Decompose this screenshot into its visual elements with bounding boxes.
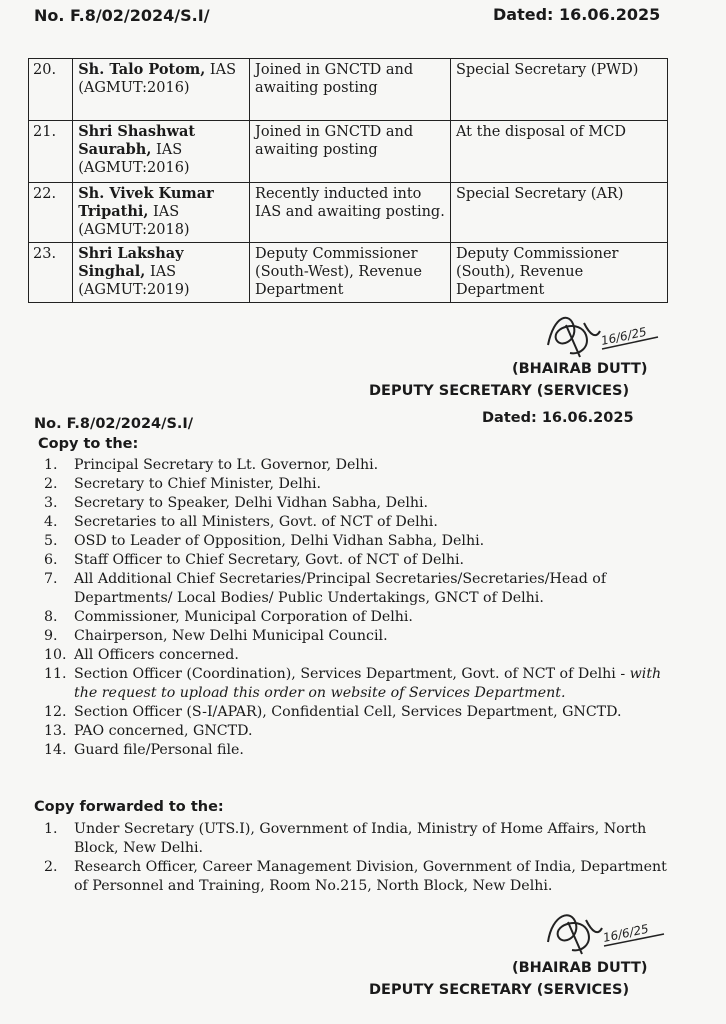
- copy-forwarded-heading: Copy forwarded to the:: [34, 799, 224, 815]
- item-text: Principal Secretary to Lt. Governor, Delhi.: [74, 457, 379, 473]
- row-number: 23.: [29, 243, 73, 303]
- new-posting: Deputy Commissioner (South), Revenue Department: [450, 243, 667, 303]
- item-number: 14.: [44, 742, 67, 758]
- list-item: [44, 494, 674, 513]
- officer-name: [73, 59, 250, 121]
- officer-name-bold: Sh. Vivek Kumar Tripathi,: [78, 185, 214, 220]
- item-text: Secretary to Chief Minister, Delhi.: [74, 476, 321, 492]
- row-number: 22.: [29, 183, 73, 243]
- handwritten-signature: [540, 900, 680, 960]
- table-row: [29, 121, 668, 183]
- row-number: 20.: [29, 59, 73, 121]
- list-item: [44, 741, 674, 760]
- item-text: Under Secretary (UTS.I), Government of India, Ministry of Home Affairs, North Block, New Delhi.: [74, 821, 647, 856]
- item-text-main: Section Officer (Coordination), Services Department, Govt. of NCT of Delhi -: [74, 666, 630, 682]
- officer-service: IAS (AGMUT:2019): [78, 264, 190, 298]
- item-text: Research Officer, Career Management Division, Government of India, Department of Personnel and Training, Room No.215, North Block, New Delhi.: [74, 859, 667, 894]
- dated: Dated: 16.06.2025: [493, 5, 661, 24]
- item-text: Chairperson, New Delhi Municipal Council.: [74, 628, 388, 644]
- present-posting: Joined in GNCTD and awaiting posting: [250, 121, 451, 183]
- item-number: 4.: [44, 514, 58, 530]
- list-item: [44, 570, 674, 608]
- present-posting: Deputy Commissioner (South-West), Revenue Department: [250, 243, 451, 303]
- row-number: 21.: [29, 121, 73, 183]
- signature-initials: 16/6/25: [601, 921, 650, 945]
- list-item: [44, 532, 674, 551]
- new-posting: Special Secretary (AR): [450, 183, 667, 243]
- item-text: [74, 665, 674, 703]
- item-number: 12.: [44, 704, 67, 720]
- item-text: Secretary to Speaker, Delhi Vidhan Sabha, Delhi.: [74, 495, 429, 511]
- signatory-designation: DEPUTY SECRETARY (SERVICES): [369, 982, 630, 998]
- officer-name-bold: Shri Shashwat Saurabh,: [78, 123, 196, 158]
- file-number: No. F.8/02/2024/S.I/: [34, 6, 210, 25]
- list-item: [44, 703, 674, 722]
- item-number: 13.: [44, 723, 67, 739]
- item-text: Commissioner, Municipal Corporation of Delhi.: [74, 609, 413, 625]
- list-item: [44, 858, 674, 896]
- item-number: 2.: [44, 476, 58, 492]
- item-number: 3.: [44, 495, 58, 511]
- list-item: [44, 551, 674, 570]
- item-text: All Officers concerned.: [74, 647, 239, 663]
- officer-name: [73, 183, 250, 243]
- item-number: 7.: [44, 571, 58, 587]
- item-text-italic: with the request to upload this order on website of Services Department.: [74, 666, 662, 701]
- table-row: [29, 59, 668, 121]
- item-number: 9.: [44, 628, 58, 644]
- item-text: OSD to Leader of Opposition, Delhi Vidhan Sabha, Delhi.: [74, 533, 485, 549]
- signature-initials: 16/6/25: [599, 324, 648, 348]
- list-item: [44, 475, 674, 494]
- item-number: 1.: [44, 821, 58, 837]
- table-row: [29, 243, 668, 303]
- list-item: [44, 608, 674, 627]
- officer-name-bold: Shri Lakshay Singhal,: [78, 245, 184, 280]
- posting-table: [28, 58, 668, 303]
- list-item: [44, 456, 674, 475]
- copy-to-list: [44, 456, 674, 760]
- item-number: 6.: [44, 552, 58, 568]
- list-item: [44, 627, 674, 646]
- officer-name: [73, 121, 250, 183]
- list-item: [44, 513, 674, 532]
- new-posting: Special Secretary (PWD): [450, 59, 667, 121]
- item-text: Guard file/Personal file.: [74, 742, 244, 758]
- item-number: 8.: [44, 609, 58, 625]
- present-posting: Recently inducted into IAS and awaiting posting.: [250, 183, 451, 243]
- officer-name: [73, 243, 250, 303]
- handwritten-signature: [540, 305, 670, 365]
- list-item: [44, 665, 674, 703]
- present-posting: Joined in GNCTD and awaiting posting: [250, 59, 451, 121]
- copy-dated: Dated: 16.06.2025: [482, 410, 634, 426]
- item-text: All Additional Chief Secretaries/Principal Secretaries/Secretaries/Head of Departments/ Local Bodies/ Public Undertakings, GNCT of Delhi.: [74, 571, 607, 606]
- officer-service: IAS (AGMUT:2016): [78, 62, 237, 96]
- list-item: [44, 722, 674, 741]
- copy-to-heading: Copy to the:: [38, 436, 139, 452]
- copy-forwarded-list: [44, 820, 674, 896]
- copy-file-number: No. F.8/02/2024/S.I/: [34, 416, 194, 432]
- item-number: 11.: [44, 666, 67, 682]
- officer-name-bold: Sh. Talo Potom,: [78, 61, 206, 78]
- signatory-name: (BHAIRAB DUTT): [512, 361, 648, 377]
- item-text: Section Officer (S-I/APAR), Confidential Cell, Services Department, GNCTD.: [74, 704, 622, 720]
- item-text: Secretaries to all Ministers, Govt. of NCT of Delhi.: [74, 514, 438, 530]
- new-posting: At the disposal of MCD: [450, 121, 667, 183]
- item-number: 10.: [44, 647, 67, 663]
- table-row: [29, 183, 668, 243]
- item-number: 1.: [44, 457, 58, 473]
- item-number: 2.: [44, 859, 58, 875]
- item-number: 5.: [44, 533, 58, 549]
- officer-service: IAS (AGMUT:2018): [78, 204, 190, 238]
- signatory-name: (BHAIRAB DUTT): [512, 960, 648, 976]
- list-item: [44, 820, 674, 858]
- officer-service: IAS (AGMUT:2016): [78, 142, 190, 176]
- signatory-designation: DEPUTY SECRETARY (SERVICES): [369, 383, 630, 399]
- item-text: Staff Officer to Chief Secretary, Govt. of NCT of Delhi.: [74, 552, 465, 568]
- list-item: [44, 646, 674, 665]
- item-text: PAO concerned, GNCTD.: [74, 723, 253, 739]
